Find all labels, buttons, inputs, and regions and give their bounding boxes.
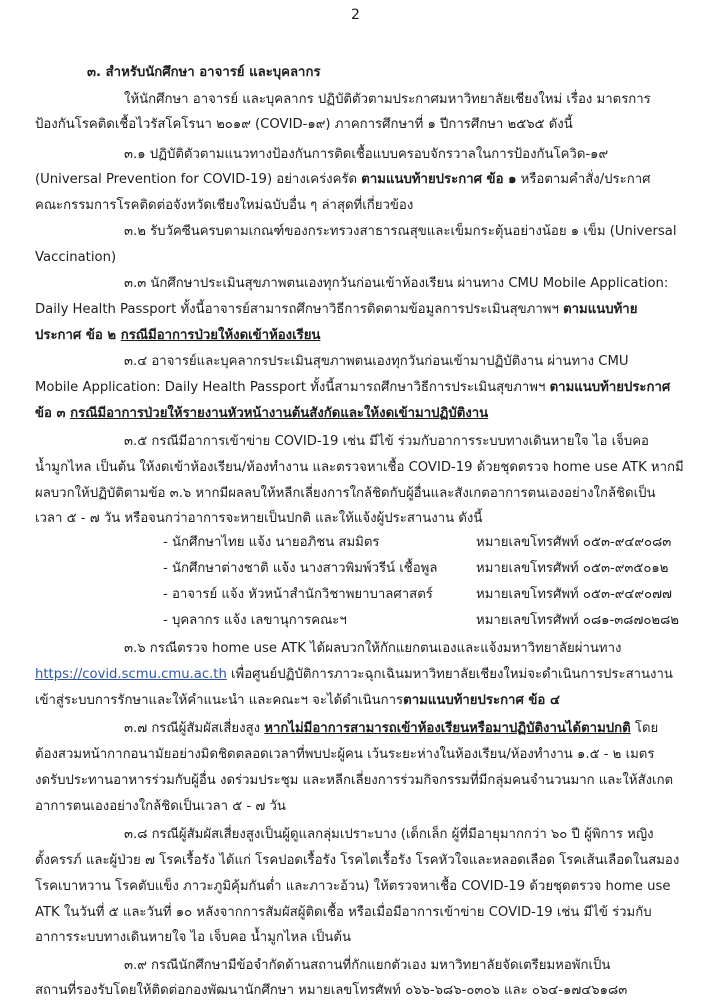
- item-3-2-line-1: ๓.๒ รับวัคซีนครบตามเกณฑ์ของกระทรวงสาธารณสุขและเข็มกระตุ้นอย่างน้อย ๑ เข็ม (Universal: [124, 224, 677, 239]
- contact-faculty-phone: หมายเลขโทรศัพท์ ๐๕๓-๙๔๙๐๗๗: [476, 587, 672, 602]
- item-3-1-line-2: (Universal Prevention for COVID-19) อย่างเคร่งครัด ตามแนบท้ายประกาศ ข้อ ๑ หรือตามคำสั่ง/ประกาศ: [35, 172, 651, 187]
- page-number: 2: [351, 7, 360, 23]
- item-3-8-line-2: ตั้งครรภ์ และผู้ป่วย ๗ โรคเรื้อรัง ได้แก่ โรคปอดเรื้อรัง โรคไตเรื้อรัง โรคหัวใจและหลอดเลือด โรคเส้นเลือดในสมอง: [35, 853, 680, 868]
- item-3-4-line-3: ข้อ ๓ กรณีมีอาการป่วยให้รายงานหัวหน้างานต้นสังกัดและให้งดเข้ามาปฏิบัติงาน: [35, 406, 489, 421]
- intro-line-2: ป้องกันโรคติดเชื้อไวรัสโคโรนา ๒๐๑๙ (COVID-๑๙) ภาคการศึกษาที่ ๑ ปีการศึกษา ๒๕๖๕ ดังนี้: [35, 117, 573, 132]
- item-3-7-line-4: อาการตนเองอย่างใกล้ชิดเป็นเวลา ๕ - ๗ วัน: [35, 799, 286, 814]
- item-3-7-line-3: งดรับประทานอาหารร่วมกับผู้อื่น งดร่วมประชุม และหลีกเลี่ยงการร่วมกิจกรรมที่มีกลุ่มคนจำนวนมาก และให้สังเกต: [35, 773, 674, 788]
- contact-student-foreign: - นักศึกษาต่างชาติ แจ้ง นางสาวพิมพ์วรีน์ เชื้อพูล: [163, 561, 438, 576]
- item-3-6-line-1: ๓.๖ กรณีตรวจ home use ATK ได้ผลบวกให้กักแยกตนเองและแจ้งมหาวิทยาลัยผ่านทาง: [124, 641, 622, 656]
- section-heading: ๓. สำหรับนักศึกษา อาจารย์ และบุคลากร: [87, 65, 321, 80]
- item-3-7-line-2: ต้องสวมหน้ากากอนามัยอย่างมิดชิดตลอดเวลาที่พบปะผู้คน เว้นระยะห่างในห้องเรียน/ห้องทำงาน ๑.๕ - ๒ เมตร: [35, 747, 655, 762]
- item-3-6-line-3: เข้าสู่ระบบการรักษาและให้คำแนะนำ และคณะฯ จะได้ดำเนินการตามแนบท้ายประกาศ ข้อ ๔: [35, 693, 560, 708]
- contact-faculty: - อาจารย์ แจ้ง หัวหน้าสำนักวิชาพยาบาลศาสตร์: [163, 587, 433, 602]
- item-3-6-line-2: https://covid.scmu.cmu.ac.th เพื่อศูนย์ปฏิบัติการภาวะฉุกเฉินมหาวิทยาลัยเชียงใหม่จะดำเนินการประสานงาน: [35, 667, 673, 682]
- item-3-7-line-1: ๓.๗ กรณีผู้สัมผัสเสี่ยงสูง หากไม่มีอาการสามารถเข้าห้องเรียนหรือมาปฏิบัติงานได้ตามปกติ โดย: [124, 721, 659, 736]
- contact-student-thai-phone: หมายเลขโทรศัพท์ ๐๕๓-๙๔๙๐๘๓: [476, 535, 672, 550]
- contact-staff-phone: หมายเลขโทรศัพท์ ๐๘๑-๓๘๗๐๒๘๒: [476, 613, 679, 628]
- item-3-3-line-3: ประกาศ ข้อ ๒ กรณีมีอาการป่วยให้งดเข้าห้องเรียน: [35, 328, 321, 343]
- item-3-9-line-2: สถานที่รองรับโดยให้ติดต่อกองพัฒนานักศึกษา หมายเลขโทรศัพท์ ๐๖๖-๖๘๖-๐๓๐๖ และ ๐๖๔-๑๗๔๖๑๘๓: [35, 983, 628, 998]
- item-3-4-line-1: ๓.๔ อาจารย์และบุคลากรประเมินสุขภาพตนเองทุกวันก่อนเข้ามาปฏิบัติงาน ผ่านทาง CMU: [124, 354, 629, 369]
- contact-student-foreign-phone: หมายเลขโทรศัพท์ ๐๕๓-๙๓๕๐๑๒: [476, 561, 669, 576]
- item-3-8-line-4: ATK ในวันที่ ๕ และวันที่ ๑๐ หลังจากการสัมผัสผู้ติดเชื้อ หรือเมื่อมีอาการเข้าข่าย COVID-19 เช่น มีไข้ ร่วมกับ: [35, 905, 652, 920]
- item-3-8-line-1: ๓.๘ กรณีผู้สัมผัสเสี่ยงสูงเป็นผู้ดูแลกลุ่มเปราะบาง (เด็กเล็ก ผู้ที่มีอายุมากกว่า ๖๐ ปี ผู้พิการ หญิง: [124, 827, 654, 842]
- item-3-1-line-1: ๓.๑ ปฏิบัติตัวตามแนวทางป้องกันการติดเชื้อแบบครอบจักรวาลในการป้องกันโควิด-๑๙: [124, 147, 609, 162]
- item-3-5-line-4: เวลา ๕ - ๗ วัน หรือจนกว่าอาการจะหายเป็นปกติ และให้แจ้งผู้ประสานงาน ดังนี้: [35, 511, 483, 526]
- contact-staff: - บุคลากร แจ้ง เลขานุการคณะฯ: [163, 613, 347, 628]
- covid-report-link[interactable]: https://covid.scmu.cmu.ac.th: [35, 667, 227, 682]
- item-3-1-line-3: คณะกรรมการโรคติดต่อจังหวัดเชียงใหม่ฉบับอื่น ๆ ล่าสุดที่เกี่ยวข้อง: [35, 198, 414, 213]
- item-3-5-line-2: น้ำมูกไหล เป็นต้น ให้งดเข้าห้องเรียน/ห้องทำงาน และตรวจหาเชื้อ COVID-19 ด้วยชุดตรวจ home use ATK หากมี: [35, 460, 684, 475]
- item-3-4-line-2: Mobile Application: Daily Health Passport ทั้งนี้สามารถศึกษาวิธีการประเมินสุขภาพฯ ตามแนบท้ายประกาศ: [35, 380, 671, 395]
- item-3-8-line-5: อาการระบบทางเดินหายใจ ไอ เจ็บคอ น้ำมูกไหล เป็นต้น: [35, 930, 351, 945]
- item-3-3-line-2: Daily Health Passport ทั้งนี้อาจารย์สามารถศึกษาวิธีการติดตามข้อมูลการประเมินสุขภาพฯ ตามแนบท้าย: [35, 302, 638, 317]
- contact-student-thai: - นักศึกษาไทย แจ้ง นายอภิชน สมมิตร: [163, 535, 380, 550]
- item-3-5-line-1: ๓.๕ กรณีมีอาการเข้าข่าย COVID-19 เช่น มีไข้ ร่วมกับอาการระบบทางเดินหายใจ ไอ เจ็บคอ: [124, 434, 649, 449]
- item-3-5-line-3: ผลบวกให้ปฏิบัติตามข้อ ๓.๖ หากมีผลลบให้หลีกเลี่ยงการใกล้ชิดกับผู้อื่นและสังเกตอาการตนเองอย่างใกล้ชิดเป็น: [35, 486, 656, 501]
- item-3-2-line-2: Vaccination): [35, 250, 117, 265]
- item-3-8-line-3: โรคเบาหวาน โรคตับแข็ง ภาวะภูมิคุ้มกันต่ำ และภาวะอ้วน) ให้ตรวจหาเชื้อ COVID-19 ด้วยชุดตรวจ home use: [35, 879, 671, 894]
- item-3-3-line-1: ๓.๓ นักศึกษาประเมินสุขภาพตนเองทุกวันก่อนเข้าห้องเรียน ผ่านทาง CMU Mobile Application:: [124, 276, 669, 291]
- item-3-9-line-1: ๓.๙ กรณีนักศึกษามีข้อจำกัดด้านสถานที่กักแยกตัวเอง มหาวิทยาลัยจัดเตรียมหอพักเป็น: [124, 958, 611, 973]
- intro-line-1: ให้นักศึกษา อาจารย์ และบุคลากร ปฏิบัติตัวตามประกาศมหาวิทยาลัยเชียงใหม่ เรื่อง มาตรการ: [124, 92, 651, 107]
